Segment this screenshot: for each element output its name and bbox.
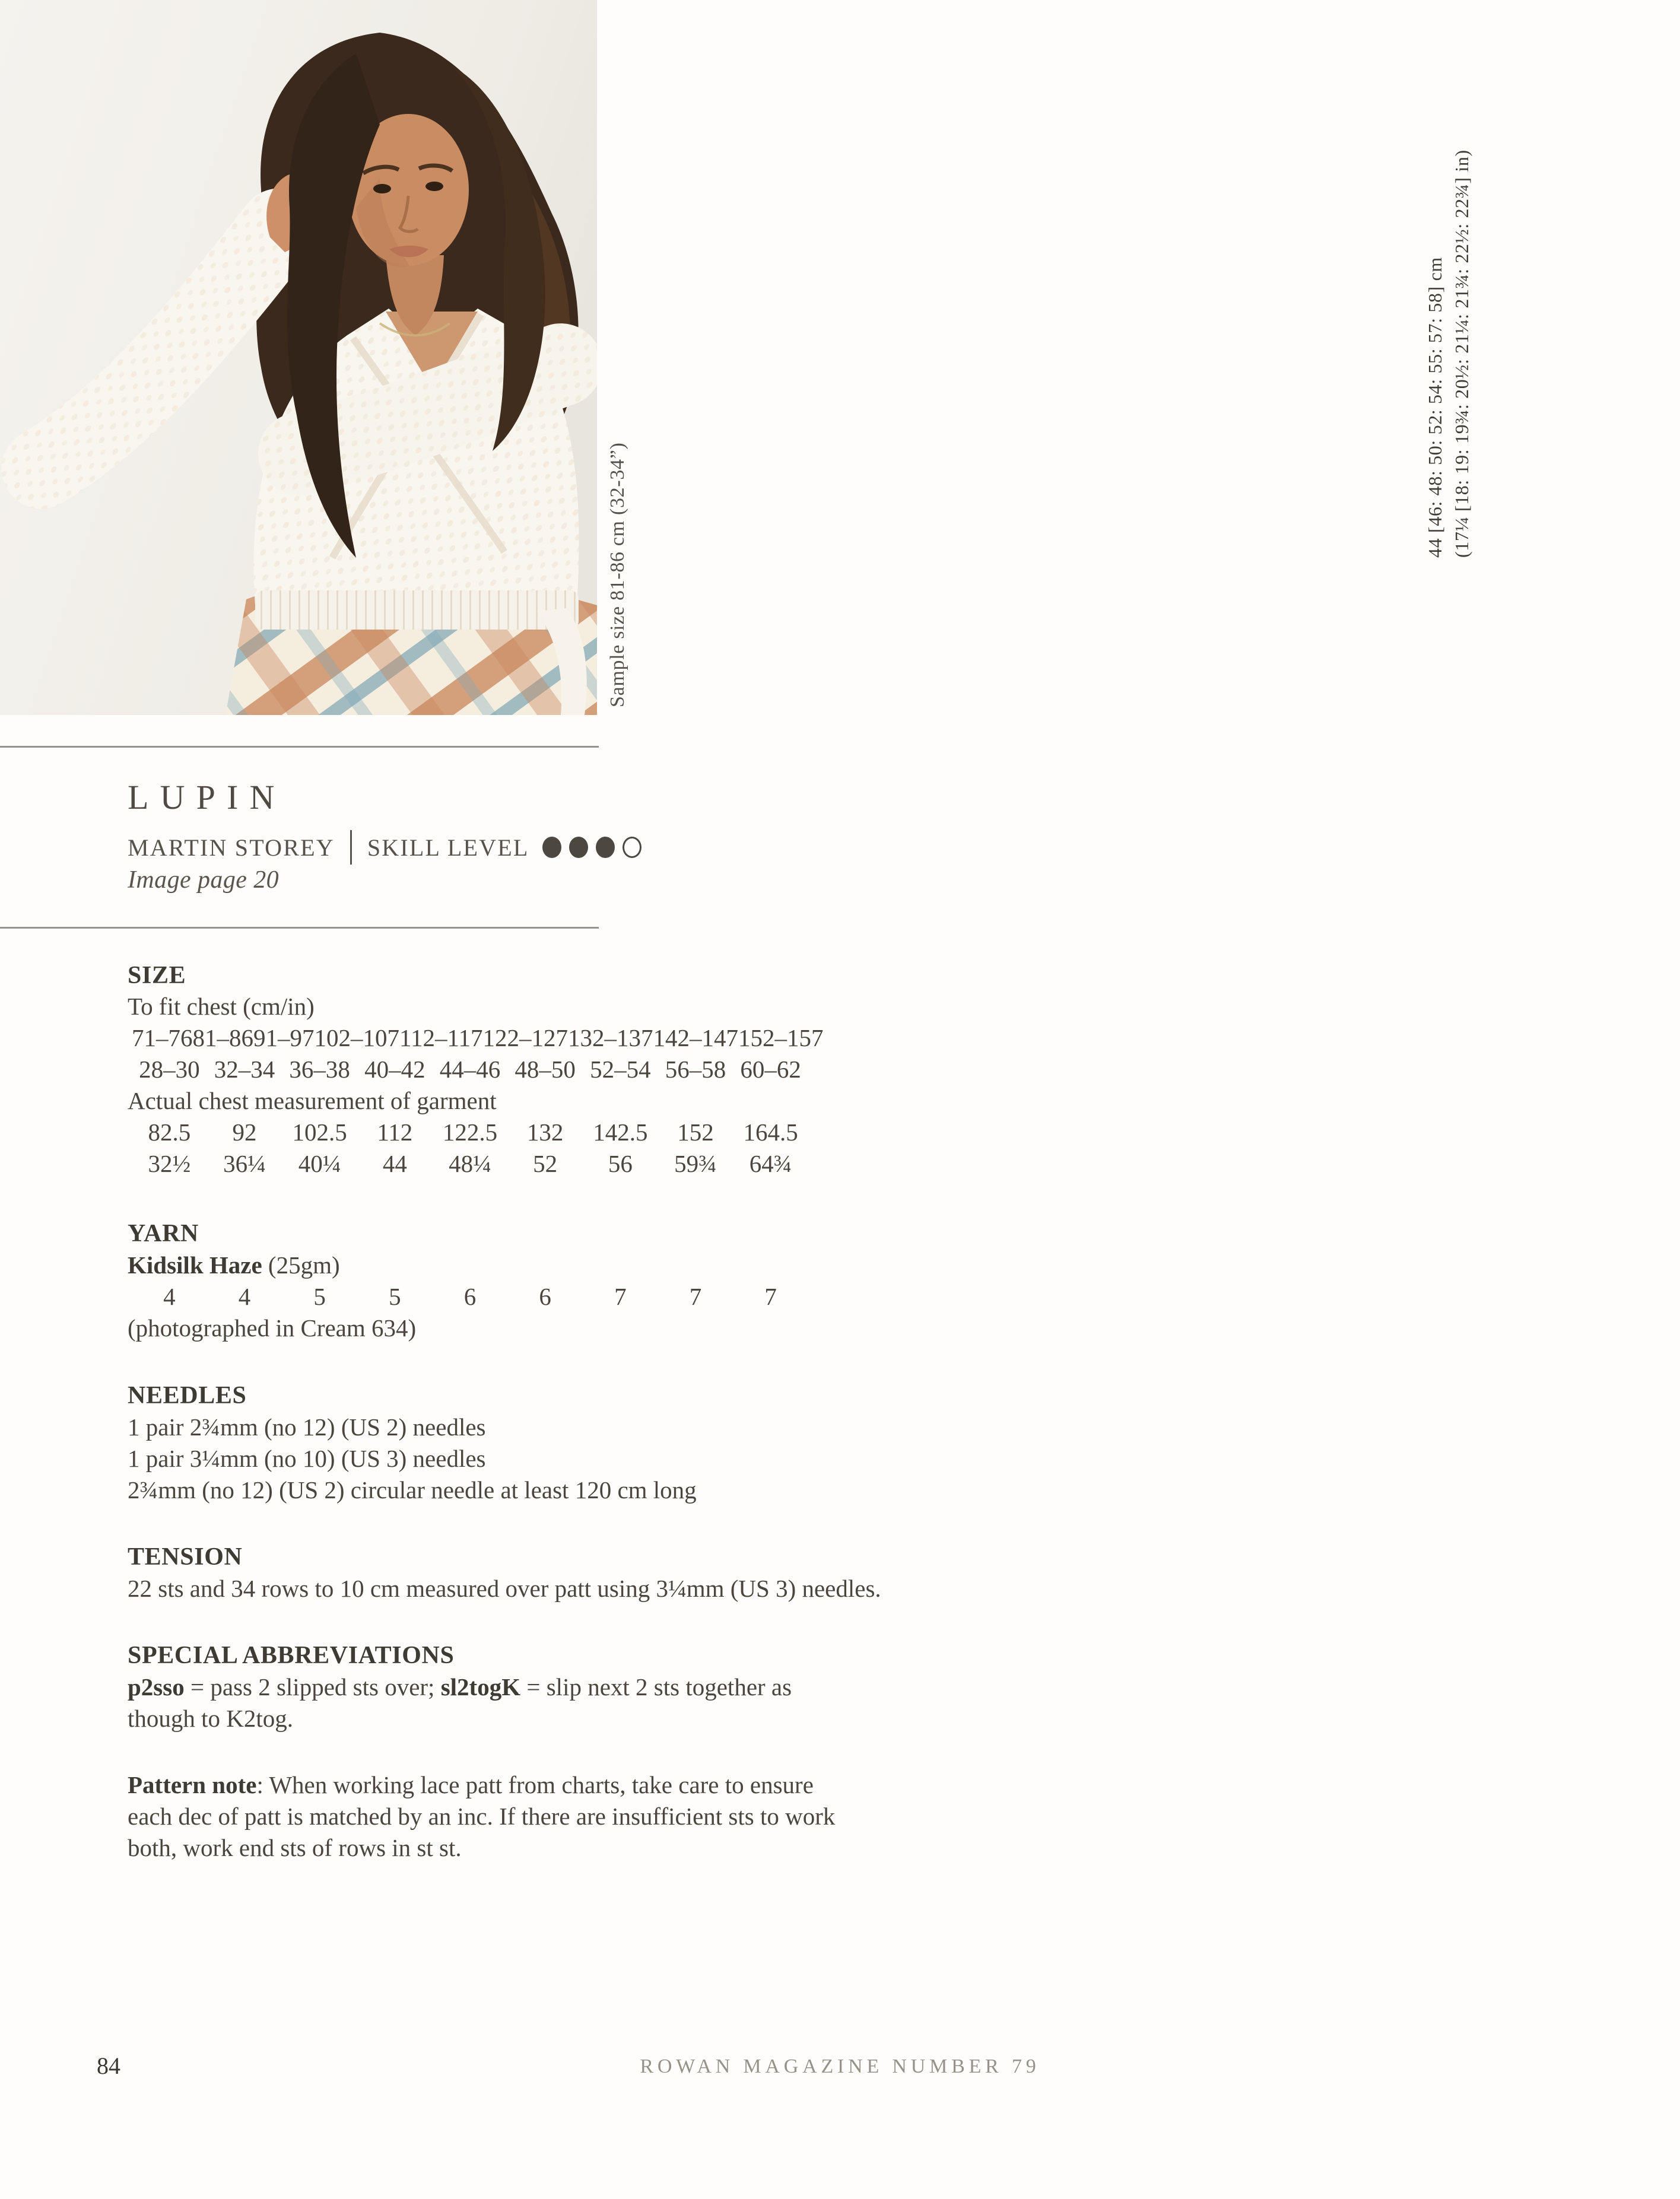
left-eye <box>373 184 391 193</box>
yarn-quantities-row <box>132 1282 808 1311</box>
actual-cm-cell: 102.5 <box>292 1118 347 1146</box>
abbr-def-sl2togk: = slip next 2 sts together as <box>520 1673 792 1701</box>
actual-in-cell: 52 <box>533 1150 558 1177</box>
yarn-quantity-cell: 4 <box>238 1283 251 1310</box>
skill-level-dots <box>542 837 641 858</box>
size-in-cell: 52–54 <box>590 1056 651 1083</box>
size-cm-cell: 142–147 <box>653 1024 738 1051</box>
pattern-note-line-2: each dec of patt is matched by an inc. If there are insufficient sts to work <box>128 1803 836 1830</box>
abbr-term-p2sso: p2sso <box>128 1673 185 1701</box>
skill-dot-filled <box>596 837 615 858</box>
actual-cm-cell: 164.5 <box>743 1118 798 1146</box>
sweater-waistband <box>255 590 579 630</box>
size-cm-cell: 81–86 <box>192 1024 253 1051</box>
size-cm-cell: 122–127 <box>482 1024 568 1051</box>
size-in-cell: 56–58 <box>665 1056 726 1083</box>
size-in-cell: 40–42 <box>364 1056 425 1083</box>
size-in-cell: 32–34 <box>214 1056 275 1083</box>
magazine-footer-title: ROWAN MAGAZINE NUMBER 79 <box>640 2055 1040 2077</box>
actual-in-cell: 44 <box>382 1150 407 1177</box>
actual-in-cell: 36¼ <box>223 1150 266 1177</box>
garment-length-cm: 44 [46: 48: 50: 52: 54: 55: 57: 58] cm <box>1424 257 1446 558</box>
size-in-cell: 48–50 <box>515 1056 576 1083</box>
needles-heading: NEEDLES <box>128 1382 247 1409</box>
pattern-note-separator: : <box>256 1771 269 1798</box>
size-heading: SIZE <box>128 962 186 989</box>
actual-cm-cell: 152 <box>677 1118 714 1146</box>
actual-in-cell: 59¾ <box>674 1150 717 1177</box>
size-cm-cell: 112–117 <box>399 1024 483 1051</box>
abbr-def-p2sso: = pass 2 slipped sts over; <box>184 1673 441 1701</box>
actual-cm-cell: 92 <box>232 1118 257 1146</box>
yarn-heading: YARN <box>128 1220 199 1247</box>
size-cm-cell: 132–137 <box>567 1024 653 1051</box>
yarn-quantity-cell: 4 <box>163 1283 176 1310</box>
actual-row-in <box>132 1149 808 1178</box>
yarn-colour-note: (photographed in Cream 634) <box>128 1314 417 1342</box>
yarn-weight: (25gm) <box>262 1251 340 1279</box>
yarn-quantity-cell: 7 <box>764 1283 777 1310</box>
actual-cm-cell: 112 <box>377 1118 413 1146</box>
actual-in-cell: 40¼ <box>298 1150 341 1177</box>
yarn-quantity-cell: 7 <box>689 1283 702 1310</box>
abbreviations-heading: SPECIAL ABBREVIATIONS <box>128 1642 455 1669</box>
garment-length-caption <box>1422 150 1475 558</box>
model-photo-illustration <box>0 0 597 715</box>
yarn-quantity-cell: 6 <box>539 1283 551 1310</box>
designer-name: MARTIN STOREY <box>128 834 335 861</box>
size-row-cm <box>132 1024 824 1052</box>
pattern-note-label: Pattern note <box>128 1771 257 1798</box>
tension-text: 22 sts and 34 rows to 10 cm measured over patt using 3¼mm (US 3) needles. <box>128 1575 881 1602</box>
yarn-quantity-cell: 7 <box>614 1283 627 1310</box>
garment-length-in: (17¼ [18: 19: 19¾: 20½: 21¼: 21¾: 22½: 22¾] in) <box>1451 150 1472 558</box>
actual-row-cm <box>132 1118 808 1146</box>
yarn-quantity-cell: 5 <box>389 1283 401 1310</box>
size-cm-cell: 102–107 <box>314 1024 399 1051</box>
needles-line-1: 1 pair 2¾mm (no 12) (US 2) needles <box>128 1413 486 1441</box>
size-cm-cell: 152–157 <box>738 1024 824 1051</box>
skill-dot-filled <box>569 837 588 858</box>
image-page-reference: Image page 20 <box>128 866 280 894</box>
skill-dot-filled <box>542 837 561 858</box>
page-number: 84 <box>97 2052 120 2079</box>
actual-in-cell: 64¾ <box>749 1150 792 1177</box>
abbreviations-line-2: though to K2tog. <box>128 1705 294 1732</box>
needles-line-3: 2¾mm (no 12) (US 2) circular needle at least 120 cm long <box>128 1476 697 1504</box>
skill-level-label: SKILL LEVEL <box>367 834 529 861</box>
to-fit-chest-label: To fit chest (cm/in) <box>128 993 315 1020</box>
tension-heading: TENSION <box>128 1543 243 1571</box>
size-cm-cell: 71–76 <box>132 1024 193 1051</box>
sample-size-text: Sample size 81-86 cm (32-34”) <box>606 442 628 707</box>
skill-dot-empty <box>623 837 641 858</box>
yarn-name-line <box>128 1251 340 1279</box>
pattern-note-text-1: When working lace patt from charts, take care to ensure <box>269 1771 814 1798</box>
byline <box>128 830 641 865</box>
actual-chest-label: Actual chest measurement of garment <box>128 1087 497 1114</box>
yarn-name: Kidsilk Haze <box>128 1251 262 1279</box>
actual-cm-cell: 82.5 <box>148 1118 191 1146</box>
actual-in-cell: 48¼ <box>449 1150 491 1177</box>
size-in-cell: 36–38 <box>289 1056 350 1083</box>
right-eye <box>425 182 443 191</box>
divider-rule-top <box>0 746 599 748</box>
actual-in-cell: 32½ <box>148 1150 191 1177</box>
pattern-note-line-3: both, work end sts of rows in st st. <box>128 1834 462 1861</box>
divider-rule-bottom <box>0 927 599 929</box>
byline-divider <box>350 830 352 865</box>
actual-cm-cell: 132 <box>526 1118 564 1146</box>
pattern-title: LUPIN <box>128 778 286 816</box>
actual-cm-cell: 122.5 <box>442 1118 498 1146</box>
size-in-cell: 60–62 <box>740 1056 801 1083</box>
pattern-note-line-1 <box>128 1771 814 1799</box>
model-photo <box>0 0 597 715</box>
yarn-quantity-cell: 5 <box>313 1283 326 1310</box>
size-in-cell: 28–30 <box>139 1056 200 1083</box>
actual-in-cell: 56 <box>608 1150 633 1177</box>
sample-size-caption <box>604 443 631 707</box>
size-in-cell: 44–46 <box>439 1056 501 1083</box>
yarn-quantity-cell: 6 <box>463 1283 477 1310</box>
needles-line-2: 1 pair 3¼mm (no 10) (US 3) needles <box>128 1445 486 1472</box>
abbreviations-line-1 <box>128 1673 792 1701</box>
abbr-term-sl2togk: sl2togK <box>440 1673 521 1701</box>
size-cm-cell: 91–97 <box>253 1024 315 1051</box>
actual-cm-cell: 142.5 <box>593 1118 648 1146</box>
size-row-in <box>132 1055 808 1083</box>
